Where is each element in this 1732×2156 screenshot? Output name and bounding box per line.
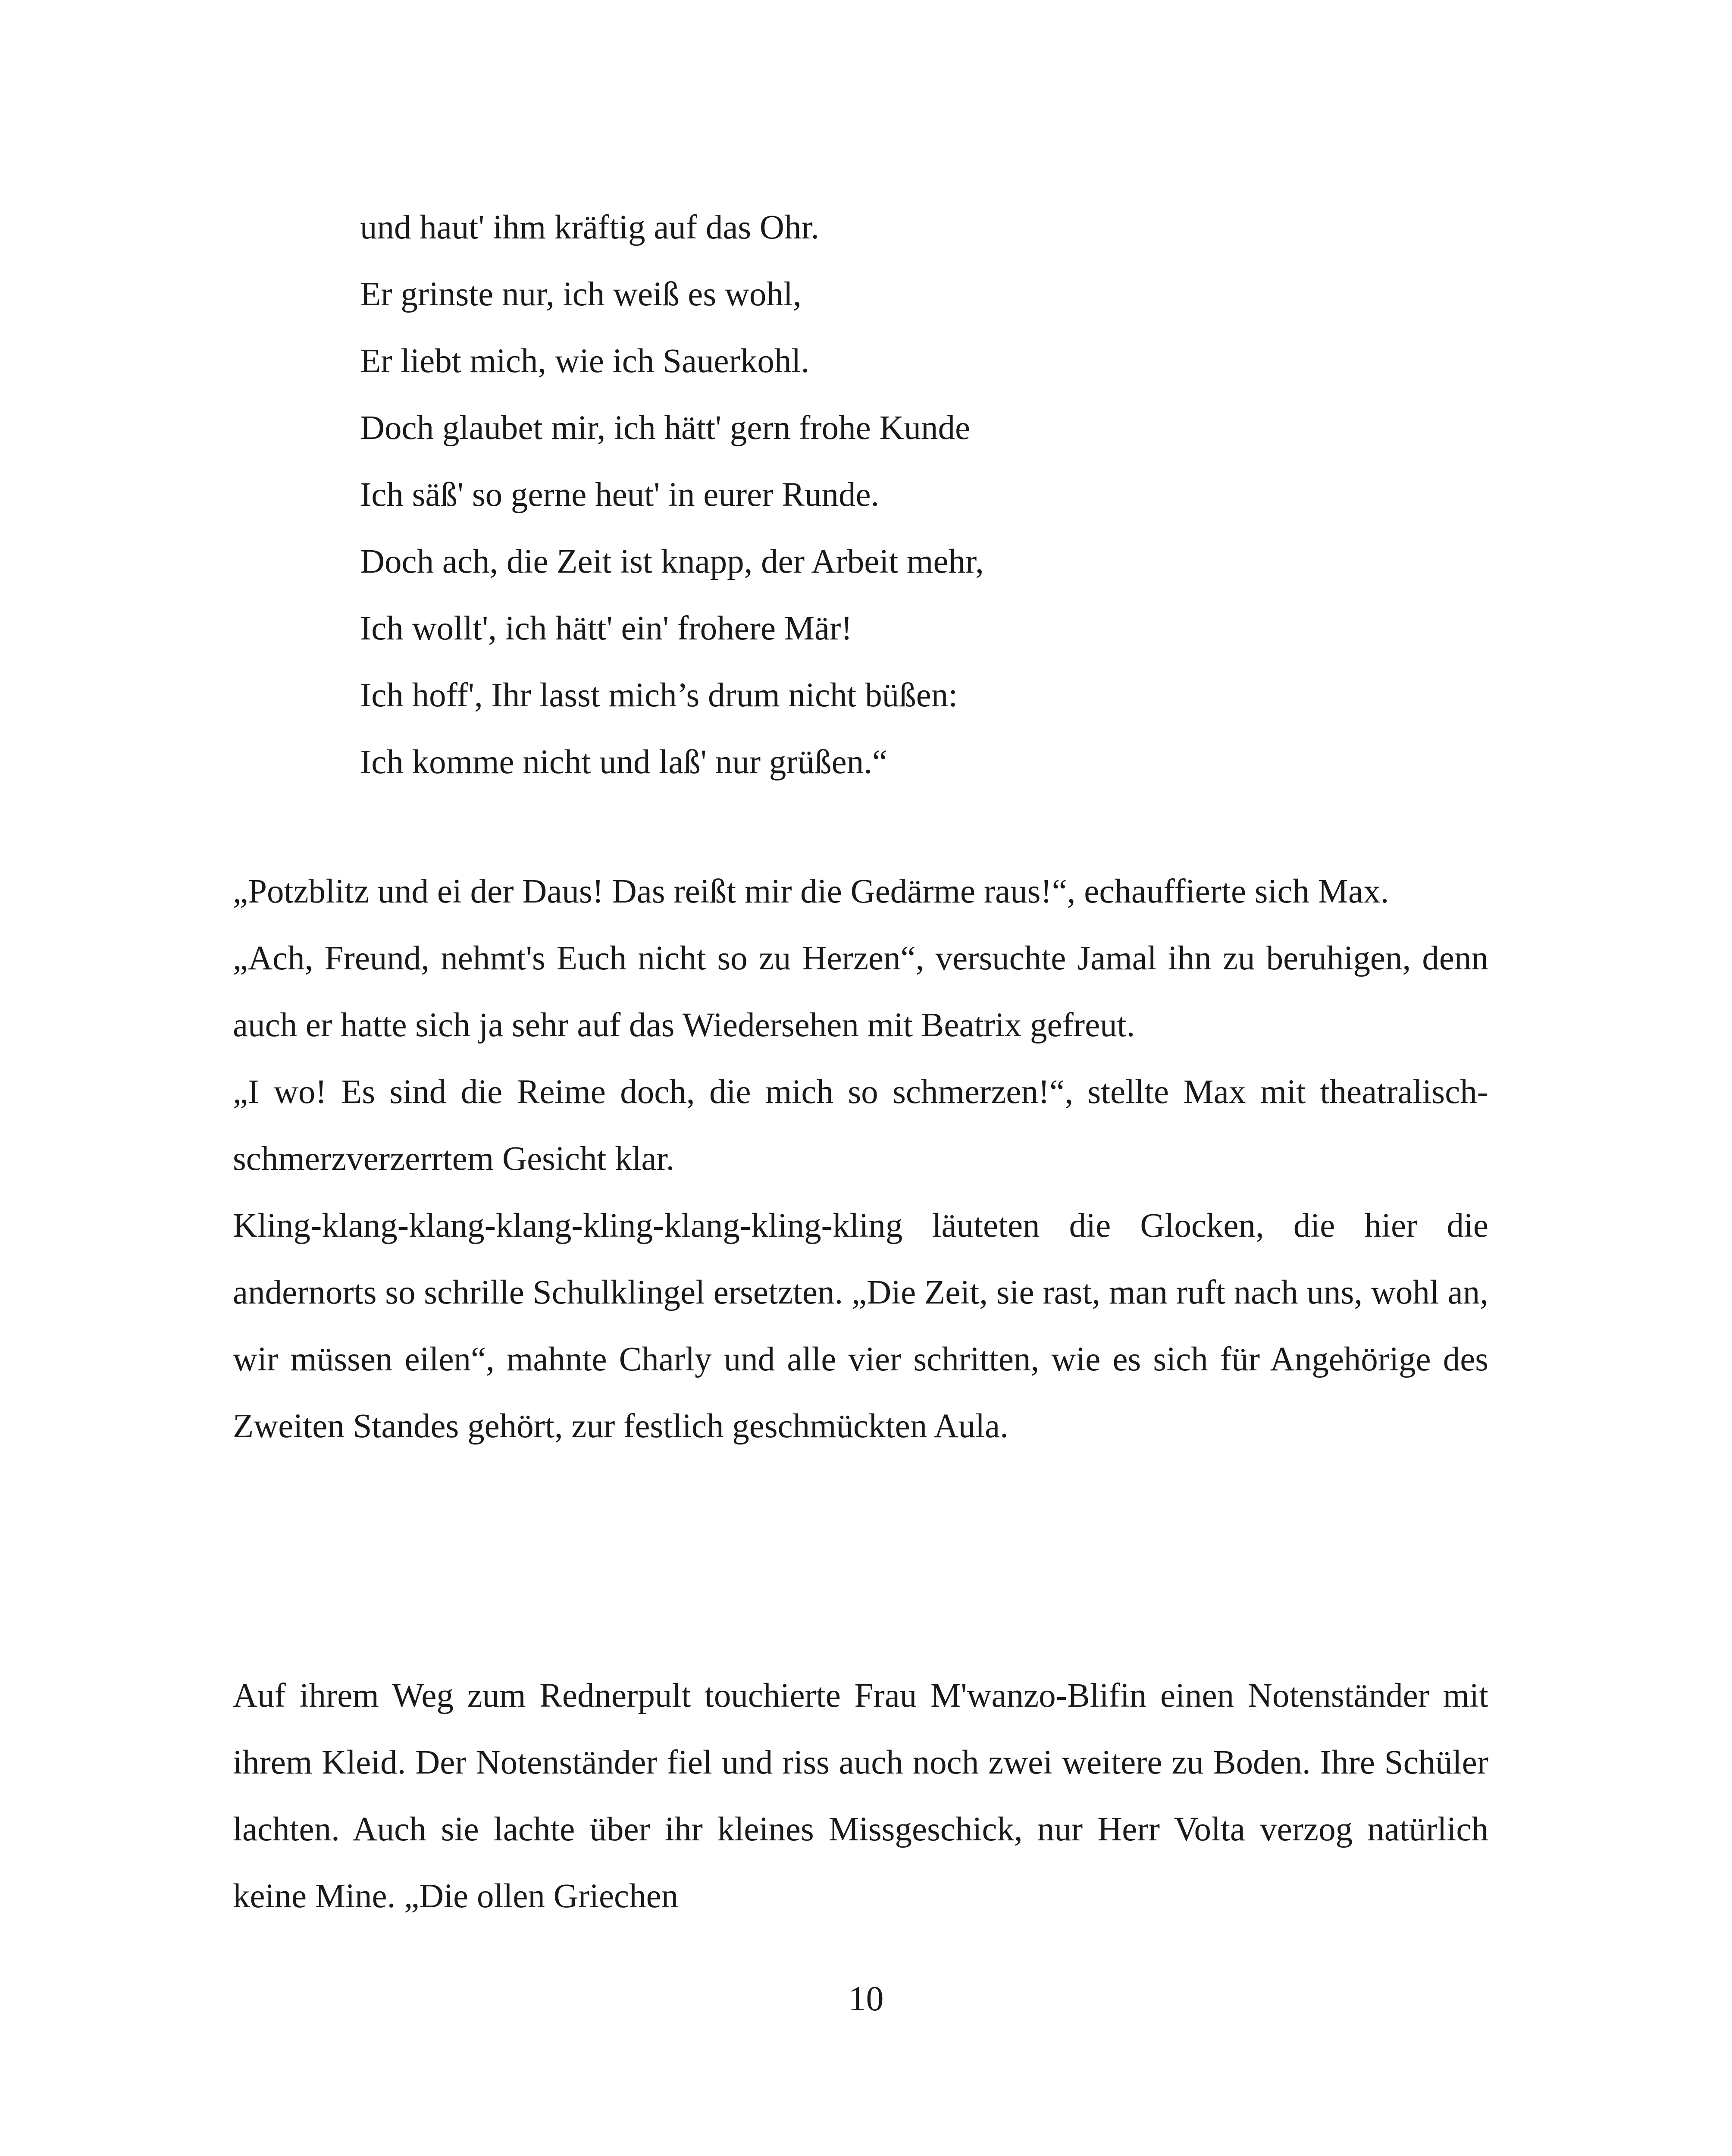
poem-line: Doch ach, die Zeit ist knapp, der Arbeit mehr, xyxy=(360,543,984,580)
page-number: 10 xyxy=(848,1979,884,2018)
dialogue-section xyxy=(233,858,1488,1460)
poem-line: Er liebt mich, wie ich Sauerkohl. xyxy=(360,342,810,380)
paragraph: Auf ihrem Weg zum Rednerpult touchierte Frau M'wanzo-Blifin einen Notenständer mit ihrem Kleid. Der Notenständer fiel und riss auch noch zwei weitere zu Boden. Ihre Schüler lachten. Auch sie lachte über ihr kleines Missgeschick, nur Herr Volta verzog natürlich keine Mine. „Die ollen Griechen xyxy=(233,1677,1488,1915)
poem-line: Er grinste nur, ich weiß es wohl, xyxy=(360,276,802,313)
poem-line: Ich komme nicht und laß' nur grüßen.“ xyxy=(360,743,888,781)
poem-line: Doch glaubet mir, ich hätt' gern frohe Kunde xyxy=(360,409,971,447)
paragraph: Kling-klang-klang-klang-kling-klang-kling-kling läuteten die Glocken, die hier die andernorts so schrille Schulklingel ersetzten. „Die Zeit, sie rast, man ruft nach uns, wohl an, wir müssen eilen“, mahnte Charly und alle vier schritten, wie es sich für Angehörige des Zweiten Standes gehört, zur festlich geschmückten Aula. xyxy=(233,1207,1488,1445)
poem-line: Ich hoff', Ihr lasst mich’s drum nicht büßen: xyxy=(360,677,958,714)
poem-line: Ich wollt', ich hätt' ein' frohere Mär! xyxy=(360,610,852,647)
poem-line: und haut' ihm kräftig auf das Ohr. xyxy=(360,209,820,246)
poem-line: Ich säß' so gerne heut' in eurer Runde. xyxy=(360,476,880,514)
paragraph: „I wo! Es sind die Reime doch, die mich so schmerzen!“, stellte Max mit theatralisch-schmerzverzerrtem Gesicht klar. xyxy=(233,1073,1488,1178)
paragraph: „Potzblitz und ei der Daus! Das reißt mir die Gedärme raus!“, echauffierte sich Max. xyxy=(233,873,1389,910)
narrative-section xyxy=(233,1662,1488,1930)
poem-block xyxy=(360,194,1524,796)
paragraph: „Ach, Freund, nehmt's Euch nicht so zu Herzen“, versuchte Jamal ihn zu beruhigen, denn auch er hatte sich ja sehr auf das Wiedersehen mit Beatrix gefreut. xyxy=(233,940,1488,1044)
